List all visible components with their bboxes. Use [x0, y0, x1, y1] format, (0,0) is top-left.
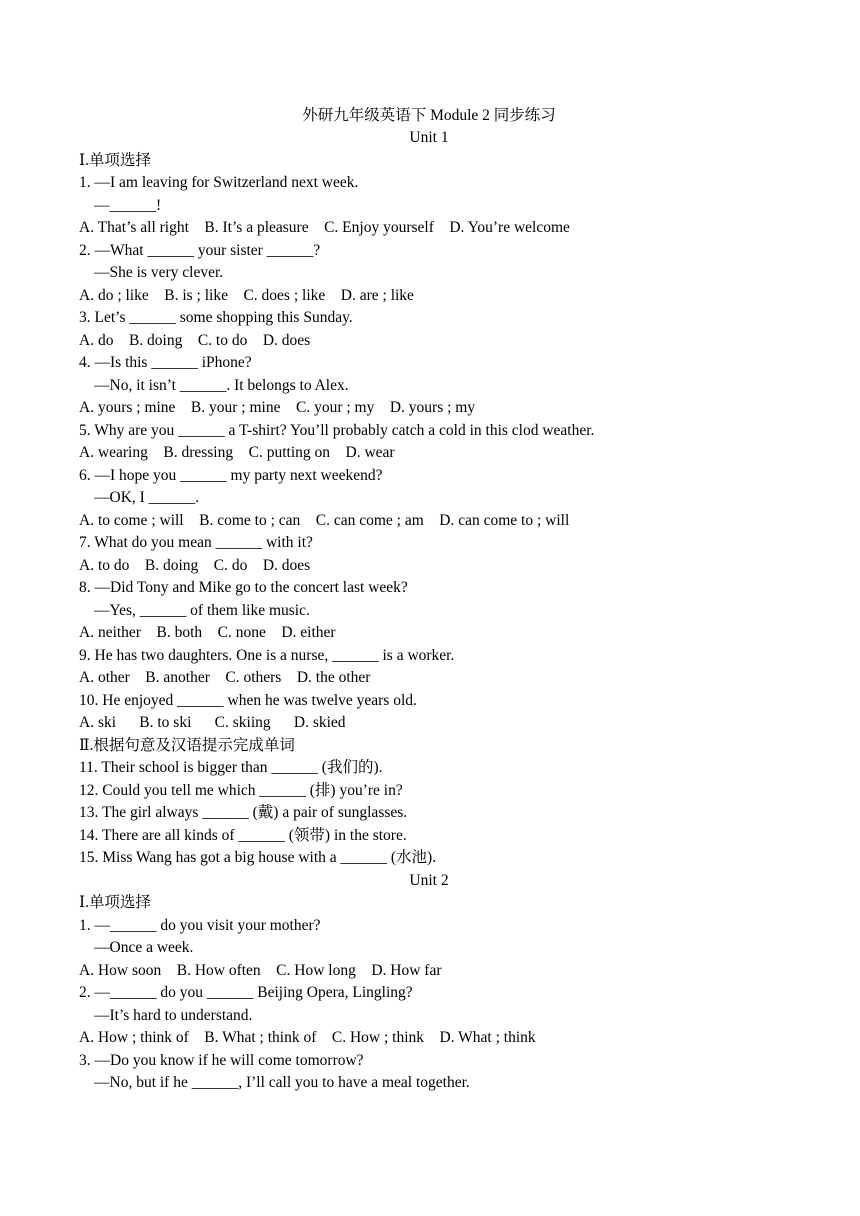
answer-line: —It’s hard to understand. — [94, 1006, 253, 1024]
question-line: A. wearing B. dressing C. putting on D. wear — [79, 444, 395, 461]
question-line: A. do B. doing C. to do D. does — [79, 331, 311, 349]
question-line: 2. —What ______ your sister ______? — [79, 241, 321, 259]
question-line: 15. Miss Wang has got a big house with a ______ (水池). — [79, 849, 437, 866]
unit-heading: Unit 2 — [409, 871, 449, 889]
answer-line: —Yes, ______ of them like music. — [94, 601, 310, 619]
question-line: A. How ; think of B. What ; think of C. How ; think D. What ; think — [79, 1029, 536, 1046]
question-line: 13. The girl always ______ (戴) a pair of sunglasses. — [79, 804, 408, 821]
question-line: 3. Let’s ______ some shopping this Sunday. — [79, 309, 353, 326]
question-line: 7. What do you mean ______ with it? — [79, 534, 313, 551]
section-heading: Ⅰ.单项选择 — [79, 151, 151, 169]
question-line: 11. Their school is bigger than ______ (我们的). — [79, 759, 383, 776]
question-line: A. to come ; will B. come to ; can C. can come ; am D. can come to ; will — [79, 511, 570, 529]
question-line: 12. Could you tell me which ______ (排) you’re in? — [79, 781, 403, 799]
question-line: A. neither B. both C. none D. either — [79, 624, 336, 641]
question-line: 1. —I am leaving for Switzerland next week. — [79, 174, 359, 191]
answer-line: —Once a week. — [94, 939, 194, 956]
question-line: 1. —______ do you visit your mother? — [79, 916, 321, 934]
worksheet-page — [79, 104, 779, 1095]
question-line: 14. There are all kinds of ______ (领带) in the store. — [79, 826, 407, 844]
answer-line: —OK, I ______. — [94, 489, 200, 506]
question-line: 4. —Is this ______ iPhone? — [79, 354, 252, 371]
question-line: A. How soon B. How often C. How long D. How far — [79, 961, 442, 979]
question-line: A. to do B. doing C. do D. does — [79, 556, 311, 574]
question-line: 9. He has two daughters. One is a nurse, ______ is a worker. — [79, 646, 455, 664]
question-line: 10. He enjoyed ______ when he was twelve years old. — [79, 691, 417, 709]
question-line: 3. —Do you know if he will come tomorrow? — [79, 1051, 364, 1069]
question-line: A. other B. another C. others D. the other — [79, 669, 371, 686]
question-line: 5. Why are you ______ a T-shirt? You’ll probably catch a cold in this clod weather. — [79, 421, 595, 439]
section-heading: Ⅱ.根据句意及汉语提示完成单词 — [79, 736, 295, 754]
unit-heading: Unit 1 — [409, 129, 449, 146]
document-title: 外研九年级英语下 Module 2 同步练习 — [302, 107, 556, 124]
document-body — [79, 127, 779, 1095]
question-line: A. do ; like B. is ; like C. does ; like D. are ; like — [79, 286, 414, 304]
question-line: A. ski B. to ski C. skiing D. skied — [79, 714, 346, 731]
answer-line: —No, but if he ______, I’ll call you to have a meal together. — [94, 1074, 470, 1091]
question-line: A. That’s all right B. It’s a pleasure C. Enjoy yourself D. You’re welcome — [79, 219, 570, 236]
section-heading: Ⅰ.单项选择 — [79, 894, 151, 911]
answer-line: —______! — [94, 196, 162, 214]
answer-line: —She is very clever. — [94, 264, 224, 281]
question-line: A. yours ; mine B. your ; mine C. your ; my D. yours ; my — [79, 399, 476, 416]
question-line: 6. —I hope you ______ my party next weekend? — [79, 466, 383, 484]
question-line: 8. —Did Tony and Mike go to the concert last week? — [79, 579, 408, 596]
answer-line: —No, it isn’t ______. It belongs to Alex. — [94, 376, 349, 394]
question-line: 2. —______ do you ______ Beijing Opera, Lingling? — [79, 984, 413, 1001]
